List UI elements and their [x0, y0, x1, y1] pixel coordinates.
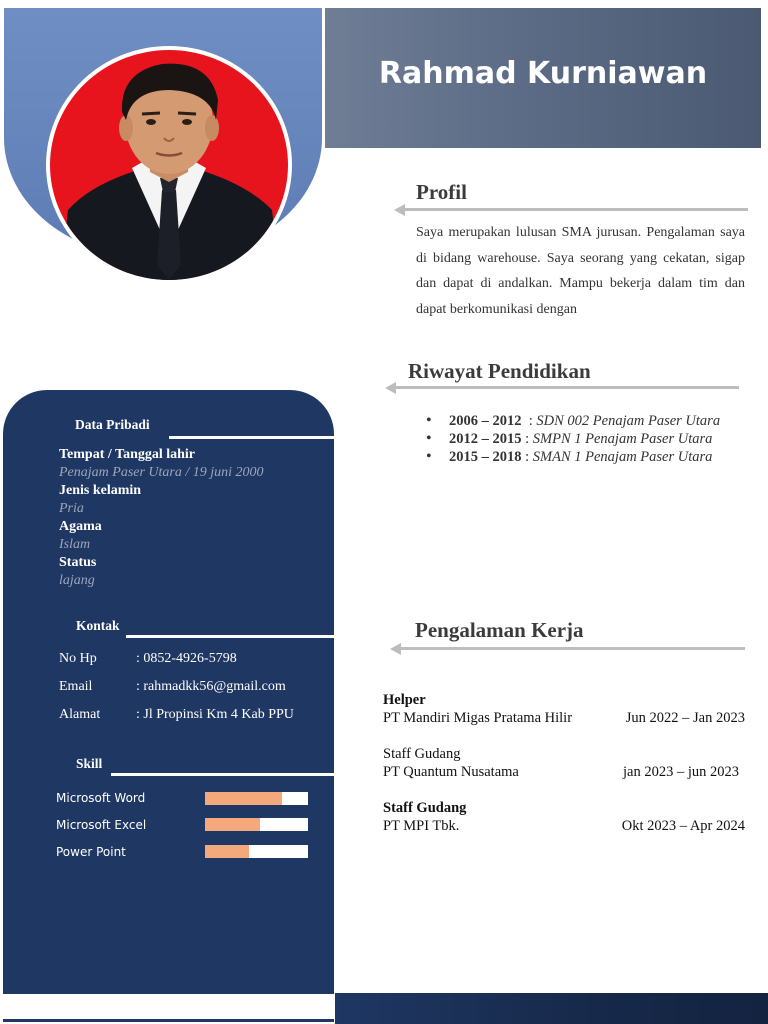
education-list — [426, 412, 726, 466]
job-role: Staff Gudang — [383, 800, 467, 816]
profile-photo — [46, 46, 292, 284]
skill-bar — [205, 818, 308, 831]
field-value: Islam — [59, 537, 91, 552]
field-value: Pria — [59, 501, 84, 516]
skill-divider — [111, 773, 334, 776]
job-entry — [383, 799, 745, 835]
skill-bar — [205, 792, 308, 805]
pribadi-title: Data Pribadi — [75, 417, 150, 432]
education-item: • 2012 – 2015 : SMPN 1 Penajam Paser Utara — [426, 430, 726, 448]
contact-label: Email — [59, 679, 93, 694]
footer-line — [3, 1019, 334, 1022]
skill-fill — [205, 818, 260, 831]
field-label: Jenis kelamin — [59, 483, 142, 498]
field-value: lajang — [59, 573, 95, 588]
contact-address: : Jl Propinsi Km 4 Kab PPU — [136, 707, 294, 722]
profil-divider — [403, 208, 748, 211]
personal-data-list — [59, 446, 329, 590]
field-label: Status — [59, 555, 97, 570]
kontak-title: Kontak — [76, 618, 120, 633]
job-company: PT MPI Tbk. — [383, 818, 460, 834]
job-entry — [383, 745, 745, 781]
pengalaman-divider — [399, 647, 745, 650]
skill-fill — [205, 792, 282, 805]
kontak-divider — [126, 635, 334, 638]
pribadi-divider — [169, 436, 334, 439]
contact-phone: : 0852-4926-5798 — [136, 651, 237, 666]
skill-name: Microsoft Word — [56, 791, 146, 805]
profil-title: Profil — [416, 180, 467, 204]
pendidikan-title: Riwayat Pendidikan — [408, 359, 591, 383]
pendidikan-divider — [394, 386, 739, 389]
skill-name: Microsoft Excel — [56, 818, 147, 832]
field-value: Penajam Paser Utara / 19 juni 2000 — [59, 465, 264, 480]
job-period: Jun 2022 – Jan 2023 — [625, 710, 745, 726]
skill-title: Skill — [76, 756, 103, 771]
job-company: PT Quantum Nusatama — [383, 764, 519, 780]
footer-bar — [335, 993, 768, 1024]
candidate-name: Rahmad Kurniawan — [378, 56, 708, 91]
job-period: jan 2023 – jun 2023 — [623, 764, 739, 780]
contact-label: No Hp — [59, 651, 97, 666]
job-entry — [383, 691, 745, 727]
person-portrait-icon — [50, 50, 288, 280]
field-label: Tempat / Tanggal lahir — [59, 447, 196, 462]
contact-email: : rahmadkk56@gmail.com — [136, 679, 286, 694]
education-item: • 2015 – 2018 : SMAN 1 Penajam Paser Utara — [426, 448, 726, 466]
job-role: Staff Gudang — [383, 746, 461, 762]
job-role: Helper — [383, 692, 426, 708]
job-period: Okt 2023 – Apr 2024 — [621, 818, 745, 834]
skill-fill — [205, 845, 249, 858]
education-item: • 2006 – 2012 : SDN 002 Penajam Paser Utara — [426, 412, 726, 430]
job-company: PT Mandiri Migas Pratama Hilir — [383, 710, 573, 726]
skill-bar — [205, 845, 308, 858]
field-label: Agama — [59, 519, 102, 534]
profil-text: Saya merupakan lulusan SMA jurusan. Pengalaman saya di bidang warehouse. Saya seorang yang cekatan, sigap dan dapat di andalkan. Mampu bekerja dalam tim dan dapat berkomunikasi dengan — [416, 225, 745, 317]
pengalaman-title: Pengalaman Kerja — [415, 618, 584, 642]
skill-name: Power Point — [56, 845, 126, 859]
contact-label: Alamat — [59, 707, 101, 722]
